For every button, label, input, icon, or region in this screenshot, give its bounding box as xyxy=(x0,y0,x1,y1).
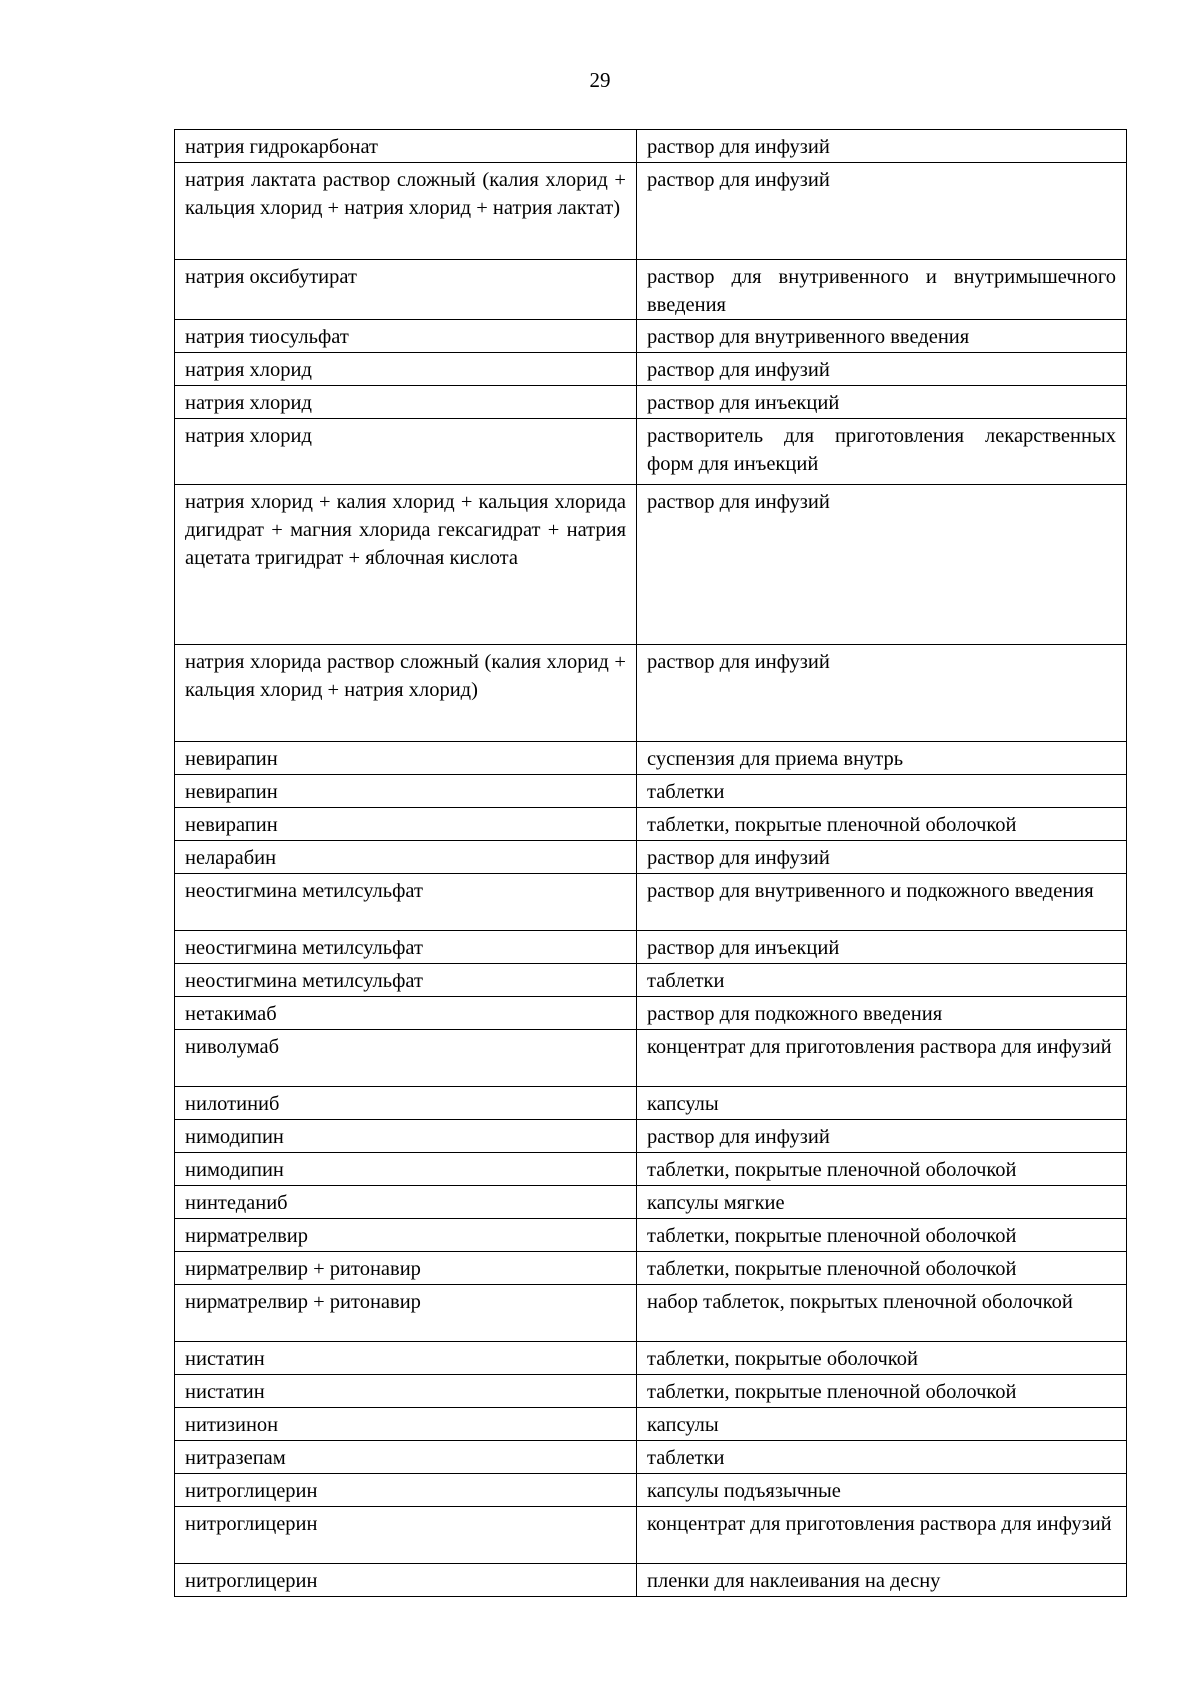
table-row xyxy=(175,1342,1127,1375)
dosage-form-cell: таблетки, покрытые пленочной оболочкой xyxy=(637,1219,1127,1252)
table-row xyxy=(175,1120,1127,1153)
drug-name-cell: неостигмина метилсульфат xyxy=(175,874,637,931)
dosage-form-cell: растворитель для приготовления лекарственных форм для инъекций xyxy=(637,419,1127,485)
dosage-form-cell: раствор для подкожного введения xyxy=(637,997,1127,1030)
drug-name-cell: нирматрелвир + ритонавир xyxy=(175,1252,637,1285)
dosage-form-cell: раствор для внутривенного и подкожного введения xyxy=(637,874,1127,931)
table-row xyxy=(175,130,1127,163)
dosage-form-cell: раствор для инфузий xyxy=(637,645,1127,742)
dosage-form-cell: раствор для внутривенного и внутримышечного введения xyxy=(637,260,1127,320)
drug-name-cell: натрия лактата раствор сложный (калия хлорид + кальция хлорид + натрия хлорид + натрия лактат) xyxy=(175,163,637,260)
dosage-form-cell: капсулы xyxy=(637,1408,1127,1441)
drug-name-cell: натрия хлорид xyxy=(175,419,637,485)
table-row xyxy=(175,775,1127,808)
table-row xyxy=(175,1285,1127,1342)
dosage-form-cell: концентрат для приготовления раствора для инфузий xyxy=(637,1507,1127,1564)
table-row xyxy=(175,1252,1127,1285)
dosage-form-cell: раствор для внутривенного введения xyxy=(637,320,1127,353)
drug-table xyxy=(174,129,1127,1597)
drug-name-cell: натрия хлорида раствор сложный (калия хлорид + кальция хлорид + натрия хлорид) xyxy=(175,645,637,742)
table-row xyxy=(175,1219,1127,1252)
table-row xyxy=(175,1507,1127,1564)
table-row xyxy=(175,353,1127,386)
drug-name-cell: нимодипин xyxy=(175,1120,637,1153)
drug-name-cell: натрия хлорид xyxy=(175,353,637,386)
drug-name-cell: нитроглицерин xyxy=(175,1564,637,1597)
drug-name-cell: нирматрелвир + ритонавир xyxy=(175,1285,637,1342)
dosage-form-cell: набор таблеток, покрытых пленочной оболочкой xyxy=(637,1285,1127,1342)
dosage-form-cell: капсулы подъязычные xyxy=(637,1474,1127,1507)
dosage-form-cell: таблетки, покрытые пленочной оболочкой xyxy=(637,808,1127,841)
dosage-form-cell: таблетки, покрытые оболочкой xyxy=(637,1342,1127,1375)
dosage-form-cell: раствор для инфузий xyxy=(637,163,1127,260)
drug-name-cell: невирапин xyxy=(175,742,637,775)
table-row xyxy=(175,742,1127,775)
table-row xyxy=(175,485,1127,645)
table-row xyxy=(175,841,1127,874)
dosage-form-cell: таблетки xyxy=(637,964,1127,997)
dosage-form-cell: раствор для инфузий xyxy=(637,485,1127,645)
table-row xyxy=(175,320,1127,353)
dosage-form-cell: раствор для инъекций xyxy=(637,386,1127,419)
table-row xyxy=(175,808,1127,841)
dosage-form-cell: таблетки, покрытые пленочной оболочкой xyxy=(637,1252,1127,1285)
table-row xyxy=(175,1186,1127,1219)
drug-name-cell: неостигмина метилсульфат xyxy=(175,931,637,964)
table-row xyxy=(175,931,1127,964)
dosage-form-cell: таблетки xyxy=(637,1441,1127,1474)
drug-name-cell: ниволумаб xyxy=(175,1030,637,1087)
table-row xyxy=(175,1375,1127,1408)
dosage-form-cell: таблетки, покрытые пленочной оболочкой xyxy=(637,1375,1127,1408)
dosage-form-cell: суспензия для приема внутрь xyxy=(637,742,1127,775)
dosage-form-cell: раствор для инфузий xyxy=(637,353,1127,386)
drug-name-cell: нитроглицерин xyxy=(175,1507,637,1564)
drug-name-cell: натрия гидрокарбонат xyxy=(175,130,637,163)
page-number: 29 xyxy=(589,68,611,92)
table-row xyxy=(175,260,1127,320)
drug-name-cell: нетакимаб xyxy=(175,997,637,1030)
table-row xyxy=(175,874,1127,931)
drug-name-cell: нитроглицерин xyxy=(175,1474,637,1507)
table-row xyxy=(175,1564,1127,1597)
drug-name-cell: натрия хлорид + калия хлорид + кальция хлорида дигидрат + магния хлорида гексагидрат + натрия ацетата тригидрат + яблочная кислота xyxy=(175,485,637,645)
dosage-form-cell: раствор для инфузий xyxy=(637,1120,1127,1153)
dosage-form-cell: пленки для наклеивания на десну xyxy=(637,1564,1127,1597)
drug-name-cell: нистатин xyxy=(175,1375,637,1408)
drug-name-cell: нилотиниб xyxy=(175,1087,637,1120)
table-row xyxy=(175,1153,1127,1186)
table-row xyxy=(175,163,1127,260)
table-row xyxy=(175,386,1127,419)
dosage-form-cell: раствор для инфузий xyxy=(637,841,1127,874)
table-row xyxy=(175,645,1127,742)
drug-name-cell: неларабин xyxy=(175,841,637,874)
dosage-form-cell: таблетки, покрытые пленочной оболочкой xyxy=(637,1153,1127,1186)
table-row xyxy=(175,1408,1127,1441)
table-row xyxy=(175,1087,1127,1120)
dosage-form-cell: капсулы мягкие xyxy=(637,1186,1127,1219)
table-row xyxy=(175,964,1127,997)
drug-name-cell: невирапин xyxy=(175,808,637,841)
dosage-form-cell: концентрат для приготовления раствора для инфузий xyxy=(637,1030,1127,1087)
drug-name-cell: нимодипин xyxy=(175,1153,637,1186)
table-row xyxy=(175,1474,1127,1507)
drug-name-cell: нитизинон xyxy=(175,1408,637,1441)
dosage-form-cell: капсулы xyxy=(637,1087,1127,1120)
table-row xyxy=(175,1030,1127,1087)
dosage-form-cell: раствор для инъекций xyxy=(637,931,1127,964)
drug-name-cell: натрия оксибутират xyxy=(175,260,637,320)
table-row xyxy=(175,1441,1127,1474)
table-row xyxy=(175,997,1127,1030)
table-row xyxy=(175,419,1127,485)
drug-name-cell: натрия хлорид xyxy=(175,386,637,419)
drug-name-cell: нинтеданиб xyxy=(175,1186,637,1219)
drug-name-cell: натрия тиосульфат xyxy=(175,320,637,353)
drug-name-cell: невирапин xyxy=(175,775,637,808)
drug-name-cell: неостигмина метилсульфат xyxy=(175,964,637,997)
dosage-form-cell: раствор для инфузий xyxy=(637,130,1127,163)
drug-name-cell: нитразепам xyxy=(175,1441,637,1474)
drug-name-cell: нистатин xyxy=(175,1342,637,1375)
drug-name-cell: нирматрелвир xyxy=(175,1219,637,1252)
dosage-form-cell: таблетки xyxy=(637,775,1127,808)
drug-table-body xyxy=(175,130,1127,1597)
